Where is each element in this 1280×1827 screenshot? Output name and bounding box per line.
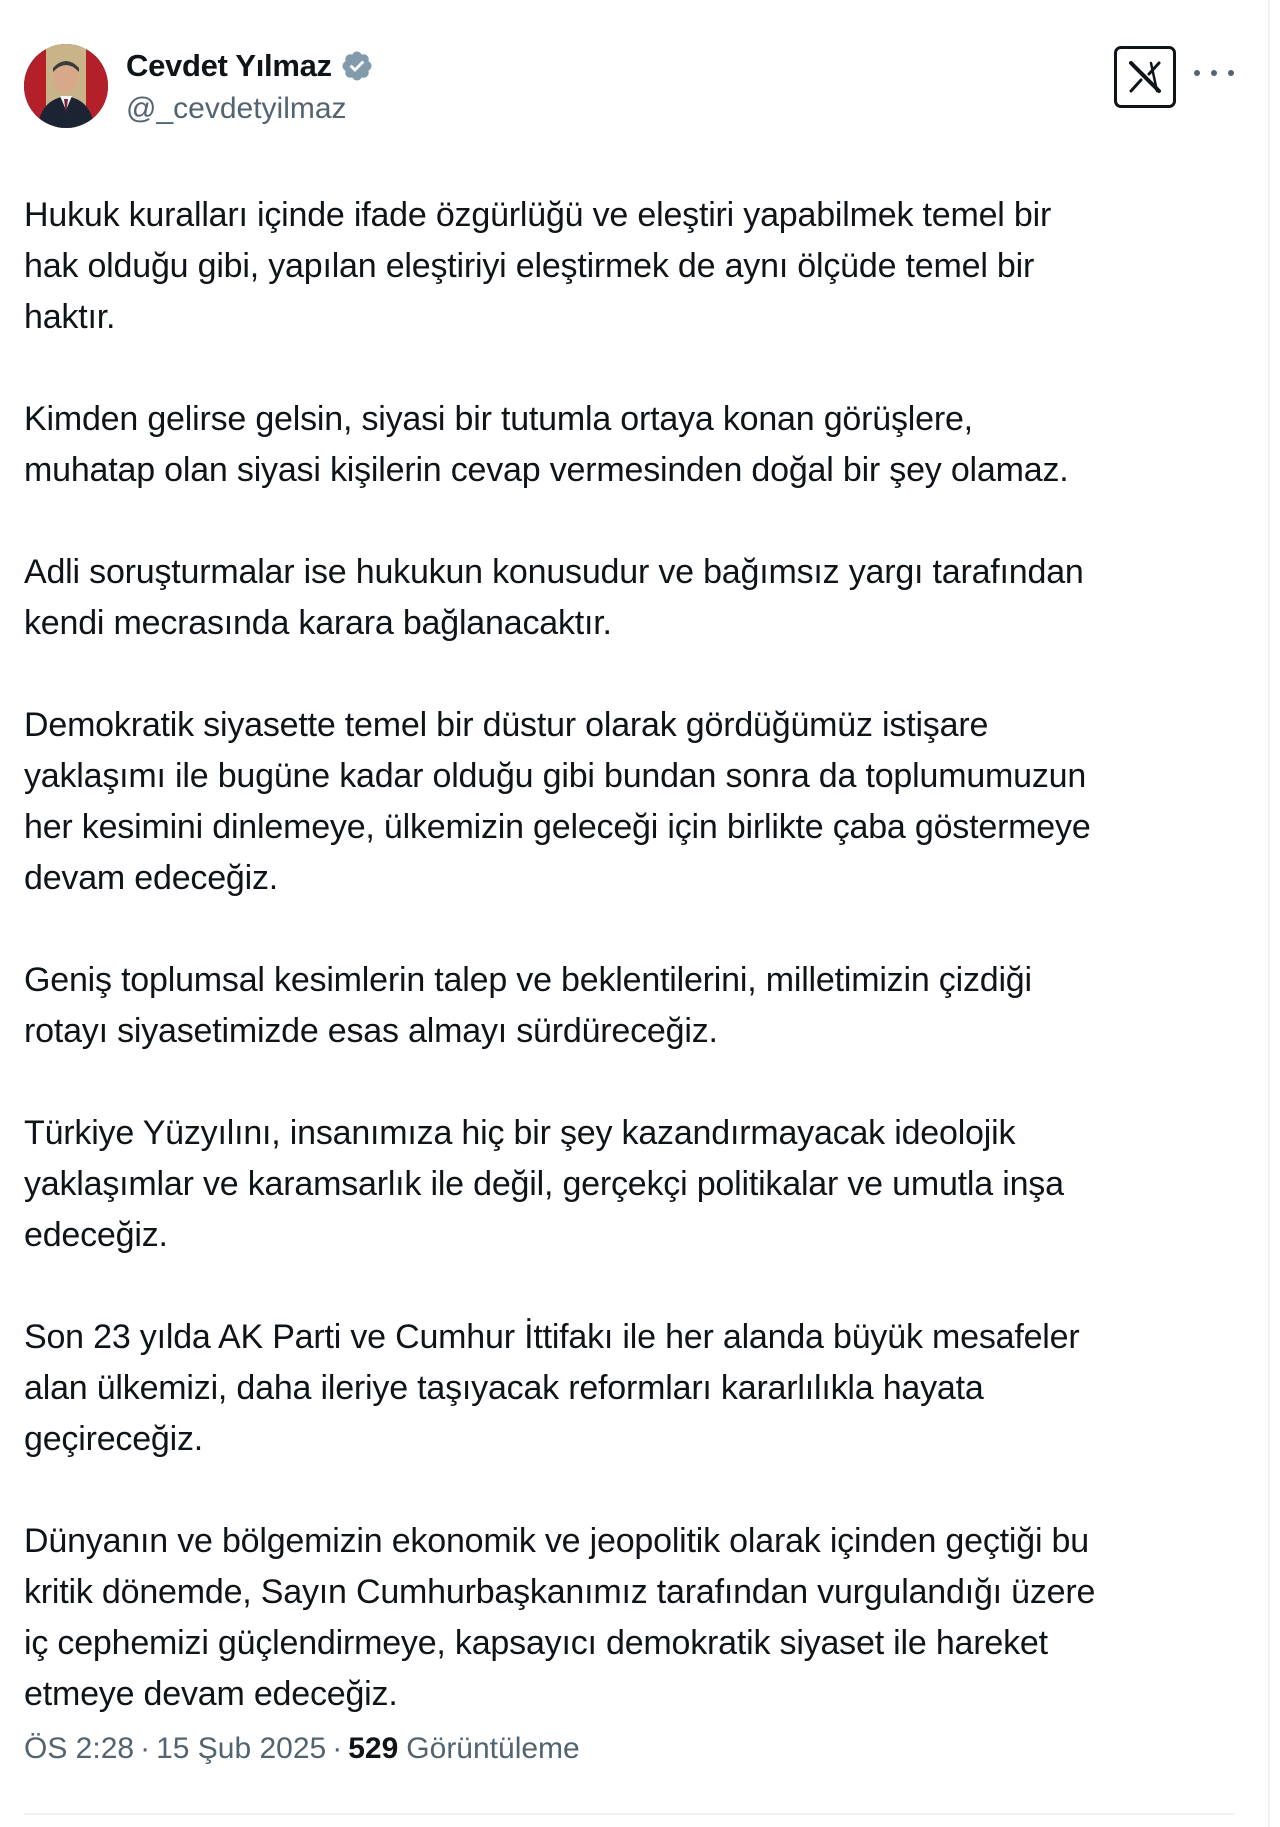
- tweet: [24, 44, 1234, 1720]
- more-options-icon[interactable]: [1194, 58, 1234, 88]
- name-row: [126, 48, 374, 84]
- tweet-date[interactable]: 15 Şub 2025: [156, 1732, 327, 1765]
- tweet-paragraph: Geniş toplumsal kesimlerin talep ve beklentilerini, milletimizin çizdiği rotayı siyasetimizde esas almayı sürdüreceğiz.: [24, 961, 1032, 1050]
- tweet-text: [24, 190, 1234, 1720]
- tweet-paragraph: Hukuk kuralları içinde ifade özgürlüğü ve eleştiri yapabilmek temel bir hak olduğu gibi, yapılan eleştiriyi eleştirmek de aynı ölçüde temel bir haktır.: [24, 196, 1052, 336]
- right-divider: [1268, 0, 1270, 1827]
- more-dot: [1194, 70, 1200, 76]
- views-label: Görüntüleme: [406, 1732, 580, 1765]
- meta-separator: ·: [140, 1732, 151, 1765]
- x-logo-icon[interactable]: [1114, 46, 1176, 108]
- tweet-paragraph: Demokratik siyasette temel bir düstur olarak gördüğümüz istişare yaklaşımı ile bugüne kadar olduğu gibi bundan sonra da toplumumuzun her kesimini dinlemeye, ülkemizin geleceği için birlikte çaba göstermeye devam edeceğiz.: [24, 706, 1091, 897]
- avatar[interactable]: [24, 44, 108, 128]
- avatar-image: [24, 44, 108, 128]
- views-count: 529: [348, 1732, 399, 1765]
- tweet-paragraph: Son 23 yılda AK Parti ve Cumhur İttifakı ile her alanda büyük mesafeler alan ülkemizi, daha ileriye taşıyacak reformları kararlılıkla hayata geçireceğiz.: [24, 1318, 1080, 1458]
- handle[interactable]: @_cevdetyilmaz: [126, 92, 347, 125]
- meta-separator: ·: [332, 1732, 343, 1765]
- author-info: [126, 48, 374, 126]
- tweet-meta: [24, 1732, 580, 1766]
- tweet-header: [24, 44, 1234, 134]
- tweet-time[interactable]: ÖS 2:28: [24, 1732, 135, 1765]
- tweet-paragraph: Dünyanın ve bölgemizin ekonomik ve jeopolitik olarak içinden geçtiği bu kritik dönemde, Sayın Cumhurbaşkanımız tarafından vurgulandığı üzere iç cephemizi güçlendirmeye, kapsayıcı demokratik siyaset ile hareket etmeye devam edeceğiz.: [24, 1522, 1096, 1713]
- bottom-divider: [24, 1813, 1234, 1815]
- tweet-paragraph: Türkiye Yüzyılını, insanımıza hiç bir şey kazandırmayacak ideolojik yaklaşımlar ve karamsarlık ile değil, gerçekçi politikalar ve umutla inşa edeceğiz.: [24, 1114, 1064, 1254]
- display-name[interactable]: Cevdet Yılmaz: [126, 48, 332, 83]
- tweet-paragraph: Adli soruşturmalar ise hukukun konusudur ve bağımsız yargı tarafından kendi mecrasında karara bağlanacaktır.: [24, 553, 1084, 642]
- more-dot: [1228, 70, 1234, 76]
- more-dot: [1211, 70, 1217, 76]
- verified-badge-icon: [340, 49, 374, 83]
- tweet-paragraph: Kimden gelirse gelsin, siyasi bir tutumla ortaya konan görüşlere, muhatap olan siyasi kişilerin cevap vermesinden doğal bir şey olamaz.: [24, 400, 1069, 489]
